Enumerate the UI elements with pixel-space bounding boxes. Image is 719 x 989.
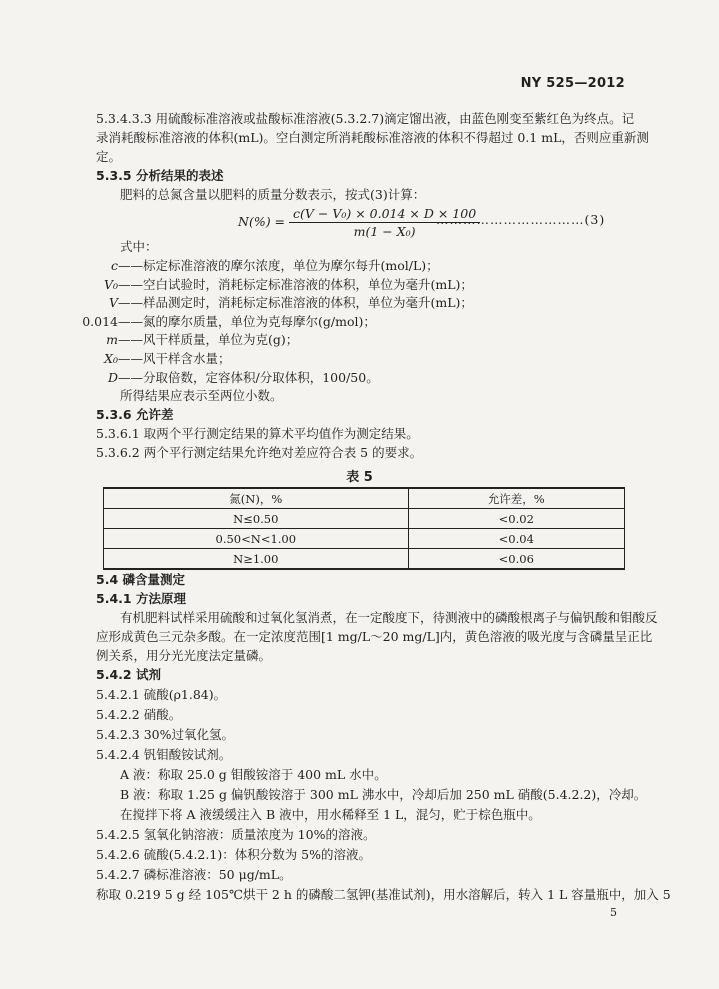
reagent-a-solution: A 液：称取 25.0 g 钼酸铵溶于 400 mL 水中。 bbox=[120, 767, 387, 782]
formula-denominator: m(1 − X₀) bbox=[353, 224, 416, 239]
reagent-5-4-2-7: 5.4.2.7 磷标准溶液：50 μg/mL。 bbox=[96, 867, 292, 882]
table-cell: N≥1.00 bbox=[104, 549, 409, 570]
table-5 bbox=[103, 487, 625, 570]
definition-text: ——分取倍数，定容体积/分取体积，100/50。 bbox=[118, 369, 379, 385]
para-5-3-5-intro: 肥料的总氮含量以肥料的质量分数表示，按式(3)计算： bbox=[120, 187, 426, 202]
reagent-5-4-2-7-prep: 称取 0.219 5 g 经 105℃烘干 2 h 的磷酸二氢钾(基准试剂)，用水溶解后，转入 1 L 容量瓶中，加入 5 bbox=[96, 887, 671, 902]
definition-item bbox=[40, 349, 231, 368]
definition-symbol: m bbox=[106, 332, 118, 348]
definition-item bbox=[40, 256, 439, 275]
reagent-5-4-2-1: 5.4.2.1 硫酸(ρ1.84)。 bbox=[96, 687, 227, 702]
definition-symbol: V₀ bbox=[103, 276, 118, 292]
definition-item bbox=[40, 275, 473, 294]
definition-item bbox=[40, 368, 379, 387]
definition-symbol: c bbox=[110, 258, 118, 273]
reagent-5-4-2-3: 5.4.2.3 30%过氧化氢。 bbox=[96, 727, 234, 742]
table-cell: <0.02 bbox=[408, 509, 624, 529]
definition-text: ——标定标准溶液的摩尔浓度，单位为摩尔每升(mol/L)； bbox=[118, 258, 439, 273]
definition-text: ——空白试验时，消耗标定标准溶液的体积，单位为毫升(mL)； bbox=[118, 276, 473, 292]
formula-numerator: c(V − V₀) × 0.014 × D × 100 bbox=[289, 206, 480, 223]
page-number: 5 bbox=[610, 906, 617, 919]
table-5-title: 表 5 bbox=[346, 470, 373, 485]
definition-text: ——风干样质量，单位为克(g)； bbox=[118, 332, 299, 348]
definition-symbol: V bbox=[108, 295, 118, 311]
table-cell: N≤0.50 bbox=[104, 509, 409, 529]
definition-symbol: D bbox=[107, 369, 118, 385]
table-header-tolerance: 允许差，% bbox=[408, 488, 624, 509]
para-principle-line3: 例关系，用分光光度法定量磷。 bbox=[96, 648, 272, 663]
table-row bbox=[104, 549, 625, 570]
definition-item bbox=[40, 293, 473, 312]
reagent-mixing: 在搅拌下将 A 液缓缓注入 B 液中，用水稀释至 1 L，混匀，贮于棕色瓶中。 bbox=[120, 807, 541, 822]
table-cell: <0.04 bbox=[408, 529, 624, 549]
para-5-3-4-3-3-line3: 定。 bbox=[96, 149, 122, 164]
definition-symbol: 0.014 bbox=[82, 313, 118, 329]
heading-5-3-5: 5.3.5 分析结果的表述 bbox=[96, 168, 224, 183]
definition-item bbox=[40, 312, 376, 331]
equation-number: ……………………………(3) bbox=[436, 212, 606, 227]
definition-text: ——风干样含水量； bbox=[118, 351, 231, 366]
reagent-5-4-2-6: 5.4.2.6 硫酸(5.4.2.1)：体积分数为 5%的溶液。 bbox=[96, 847, 371, 862]
table-row bbox=[104, 529, 625, 549]
table-header-nitrogen: 氮(N)，% bbox=[104, 488, 409, 509]
result-note: 所得结果应表示至两位小数。 bbox=[120, 388, 283, 403]
where-label: 式中： bbox=[120, 239, 158, 254]
formula-lhs: N(%) = bbox=[238, 214, 286, 229]
definition-symbol: X₀ bbox=[104, 351, 118, 366]
para-5-3-6-1: 5.3.6.1 取两个平行测定结果的算术平均值作为测定结果。 bbox=[96, 426, 419, 441]
definition-text: ——氮的摩尔质量，单位为克每摩尔(g/mol)； bbox=[118, 313, 376, 329]
para-5-3-4-3-3-line1: 5.3.4.3.3 用硫酸标准溶液或盐酸标准溶液(5.3.2.7)滴定馏出液，由蓝色刚变至紫红色为终点。记 bbox=[96, 111, 635, 126]
table-cell: 0.50<N<1.00 bbox=[104, 529, 409, 549]
para-5-3-6-2: 5.3.6.2 两个平行测定结果允许绝对差应符合表 5 的要求。 bbox=[96, 445, 423, 460]
para-principle-line2: 应形成黄色三元杂多酸。在一定浓度范围[1 mg/L～20 mg/L]内，黄色溶液的吸光度与含磷量呈正比 bbox=[96, 629, 653, 644]
heading-5-4-1: 5.4.1 方法原理 bbox=[96, 591, 186, 606]
reagent-b-solution: B 液：称取 1.25 g 偏钒酸铵溶于 300 mL 沸水中，冷却后加 250 mL 硝酸(5.4.2.2)，冷却。 bbox=[120, 787, 647, 802]
heading-5-4: 5.4 磷含量测定 bbox=[96, 572, 185, 587]
heading-5-4-2: 5.4.2 试剂 bbox=[96, 667, 161, 682]
standard-code: NY 525—2012 bbox=[520, 76, 625, 91]
table-cell: <0.06 bbox=[408, 549, 624, 570]
reagent-5-4-2-4: 5.4.2.4 钒钼酸铵试剂。 bbox=[96, 747, 232, 762]
definition-item bbox=[40, 330, 298, 349]
definition-text: ——样品测定时，消耗标定标准溶液的体积，单位为毫升(mL)； bbox=[118, 295, 473, 311]
para-principle-line1: 有机肥料试样采用硫酸和过氧化氢消煮，在一定酸度下，待测液中的磷酸根离子与偏钒酸和钼酸反 bbox=[120, 610, 658, 625]
para-5-3-4-3-3-line2: 录消耗酸标准溶液的体积(mL)。空白测定所消耗酸标准溶液的体积不得超过 0.1 mL，否则应重新测 bbox=[96, 130, 649, 145]
heading-5-3-6: 5.3.6 允许差 bbox=[96, 407, 174, 422]
reagent-5-4-2-5: 5.4.2.5 氢氧化钠溶液：质量浓度为 10%的溶液。 bbox=[96, 827, 376, 842]
table-row bbox=[104, 509, 625, 529]
reagent-5-4-2-2: 5.4.2.2 硝酸。 bbox=[96, 707, 182, 722]
